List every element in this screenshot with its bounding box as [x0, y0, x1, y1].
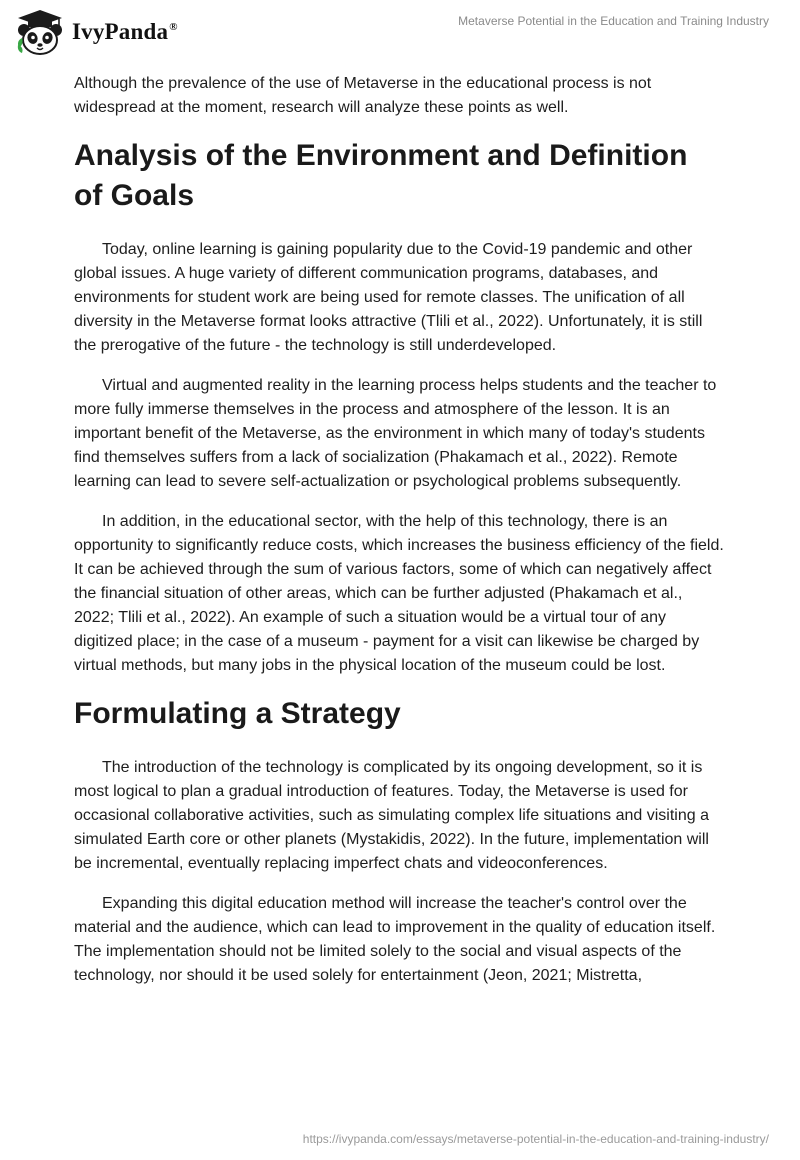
intro-paragraph: Although the prevalence of the use of Metaverse in the educational process is not widespread at the moment, research will analyze these points as well. — [74, 75, 652, 116]
brand-logo[interactable] — [14, 8, 178, 56]
essay-body — [74, 72, 724, 1004]
paragraph: Expanding this digital education method will increase the teacher's control over the material and the audience, which can lead to improvement in the quality of education itself. The implementation should not be limited solely to the social and visual aspects of the technology, nor should it be used solely for entertainment (Jeon, 2021; Mistretta, — [74, 895, 716, 984]
section-heading-strategy: Formulating a Strategy — [74, 697, 401, 730]
paragraph: Today, online learning is gaining popularity due to the Covid-19 pandemic and other global issues. A huge variety of different communication programs, databases, and environments for student work are being used for remote classes. The unification of all diversity in the Metaverse format looks attractive (Tlili et al., 2022). Unfortunately, it is still the prerogative of the future - the technology is still underdeveloped. — [74, 241, 703, 354]
page-header — [0, 0, 800, 60]
section-heading-analysis: Analysis of the Environment and Definition of Goals — [74, 139, 688, 212]
document-title: Metaverse Potential in the Education and Training Industry — [458, 14, 769, 28]
paragraph: Virtual and augmented reality in the learning process helps students and the teacher to more fully immerse themselves in the process and atmosphere of the lesson. It is an important benefit of the Metaverse, as the environment in which many of today's students find themselves suffers from a lack of socialization (Phakamach et al., 2022). Remote learning can lead to severe self-actualization or psychological problems subsequently. — [74, 377, 717, 490]
paragraph: In addition, in the educational sector, with the help of this technology, there is an opportunity to significantly reduce costs, which increases the business efficiency of the field. It can be achieved through the sum of various factors, some of which can negatively affect the financial situation of other areas, which can be further adjusted (Phakamach et al., 2022; Tlili et al., 2022). An example of such a situation would be a virtual tour of any digitized place; in the case of a museum - payment for a visit can likewise be charged by virtual methods, but many jobs in the physical location of the museum could be lost. — [74, 513, 724, 674]
source-url-link[interactable]: https://ivypanda.com/essays/metaverse-potential-in-the-education-and-training-industry/ — [302, 1132, 769, 1146]
brand-name: IvyPanda® — [72, 19, 178, 44]
panda-graduate-icon — [14, 8, 66, 56]
paragraph: The introduction of the technology is complicated by its ongoing development, so it is most logical to plan a gradual introduction of features. Today, the Metaverse is used for occasional collaborative activities, such as simulating complex life situations and visiting a simulated Earth core or other planets (Mystakidis, 2022). In the future, implementation will be incremental, eventually replacing imperfect chats and videoconferences. — [74, 759, 709, 872]
